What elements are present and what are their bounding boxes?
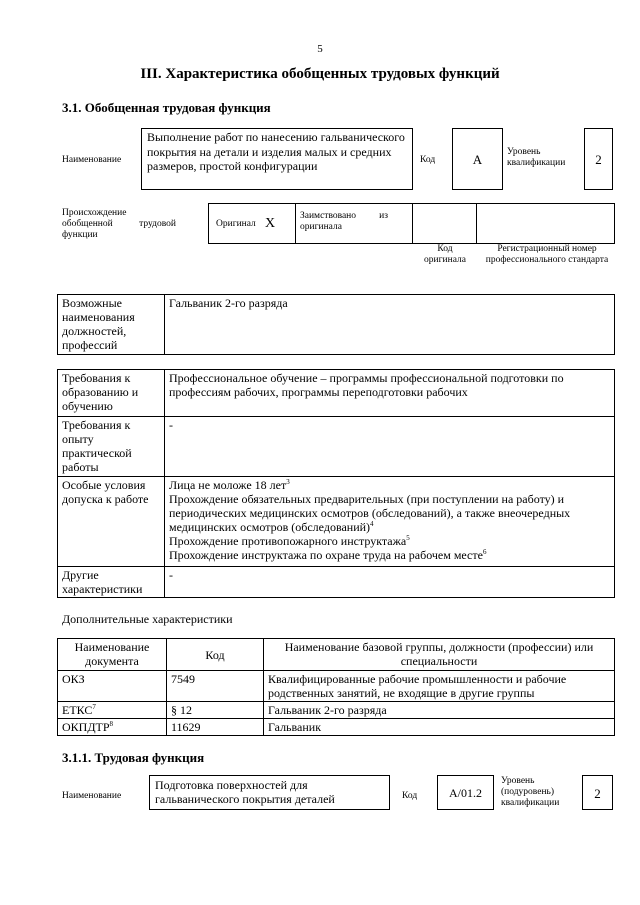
level-label: Уровень квалификации [507, 147, 566, 168]
origin-divider-1 [295, 203, 296, 244]
code-cell: § 12 [167, 702, 264, 719]
name-label: Наименование [62, 155, 122, 165]
document-name: ОКЗ [62, 672, 85, 686]
level-value-box [584, 128, 613, 190]
code-value: А [472, 152, 483, 167]
table-row [58, 671, 615, 702]
labor-function-heading: 3.1.1. Трудовая функция [62, 750, 205, 765]
function-code-label: Код [402, 791, 418, 801]
document-cell [58, 671, 167, 702]
table-row [58, 370, 615, 417]
document-name: ОКПДТР [62, 720, 110, 734]
name-value: Выполнение работ по нанесению гальванического покрытия на детали и изделия малых и средних размеров, простой конфигурации [147, 130, 405, 173]
function-code-box [437, 775, 494, 810]
reg-number-label: Регистрационный номер профессионального стандарта [485, 244, 609, 265]
positions-label: Возможные наименования должностей, профессий [58, 295, 165, 355]
footnote-ref: 5 [406, 534, 410, 542]
col-document-header: Наименование документа [58, 639, 167, 671]
special-condition-line [169, 548, 610, 562]
level-value: 2 [595, 152, 602, 167]
document-cell [58, 719, 167, 736]
function-name-box [149, 775, 390, 810]
document-name: ЕТКС [62, 703, 93, 717]
origin-divider-3 [476, 203, 477, 244]
special-condition-text: Лица не моложе 18 лет [169, 478, 287, 492]
document-cell [58, 702, 167, 719]
section-title: III. Характеристика обобщенных трудовых функций [140, 66, 500, 82]
positions-table [57, 294, 615, 355]
positions-value: Гальваник 2-го разряда [165, 295, 615, 355]
group-name-cell: Гальваник [264, 719, 615, 736]
function-level-box [582, 775, 613, 810]
origin-label: Происхождение обобщенной трудовой функции [62, 208, 176, 240]
table-row [58, 702, 615, 719]
footnote-ref: 8 [109, 720, 114, 728]
other-value: - [165, 567, 615, 598]
table-row [58, 567, 615, 598]
footnote-ref: 3 [286, 478, 290, 486]
special-condition-line [169, 492, 610, 534]
function-name-value: Подготовка поверхностей для гальванического покрытия деталей [155, 778, 335, 806]
table-row [58, 417, 615, 477]
other-label: Другие характеристики [58, 567, 165, 598]
function-level-value: 2 [594, 786, 601, 801]
code-cell: 7549 [167, 671, 264, 702]
function-code-value: А/01.2 [449, 786, 482, 800]
col-code-header: Код [167, 639, 264, 671]
table-row [58, 719, 615, 736]
function-level-label: Уровень (подуровень) квалификации [501, 776, 560, 808]
original-mark: X [265, 216, 276, 231]
name-value-box [141, 128, 413, 190]
additional-table [57, 638, 615, 736]
group-name-cell: Квалифицированные рабочие промышленности и рабочие родственных занятий, не входящие в другие группы [264, 671, 615, 702]
generalized-function-heading: 3.1. Обобщенная трудовая функция [62, 100, 271, 115]
code-label: Код [420, 155, 436, 165]
special-condition-text: Прохождение инструктажа по охране труда на рабочем месте [169, 548, 483, 562]
table-row [58, 639, 615, 671]
footnote-ref: 4 [370, 520, 374, 528]
education-value: Профессиональное обучение – программы профессиональной подготовки по профессиям рабочих, программы переподготовки рабочих [165, 370, 615, 417]
special-condition-line [169, 478, 610, 492]
page-number: 5 [317, 43, 323, 55]
table-row [58, 477, 615, 567]
original-label: Оригинал [216, 219, 256, 229]
function-name-label: Наименование [62, 791, 122, 801]
special-condition-text: Прохождение обязательных предварительных (при поступлении на работу) и периодических медицинских осмотров (обследований), а также внеочередных медицинских осмотров (обследований) [169, 492, 571, 534]
col-name-header: Наименование базовой группы, должности (профессии) или специальности [264, 639, 615, 671]
origin-divider-2 [412, 203, 413, 244]
special-conditions-label: Особые условия допуска к работе [58, 477, 165, 567]
footnote-ref: 7 [92, 703, 96, 711]
special-conditions-value [165, 477, 615, 567]
footnote-ref: 6 [482, 548, 487, 556]
special-condition-text: Прохождение противопожарного инструктажа [169, 534, 407, 548]
code-value-box [452, 128, 503, 190]
additional-heading: Дополнительные характеристики [62, 612, 233, 626]
code-original-label: Код оригинала [424, 244, 466, 265]
borrowed-label: Заимствовано из оригинала [300, 211, 388, 232]
special-condition-line [169, 534, 610, 548]
experience-value: - [165, 417, 615, 477]
group-name-cell: Гальваник 2-го разряда [264, 702, 615, 719]
requirements-table [57, 369, 615, 598]
table-row [58, 295, 615, 355]
experience-label: Требования к опыту практической работы [58, 417, 165, 477]
education-label: Требования к образованию и обучению [58, 370, 165, 417]
code-cell: 11629 [167, 719, 264, 736]
